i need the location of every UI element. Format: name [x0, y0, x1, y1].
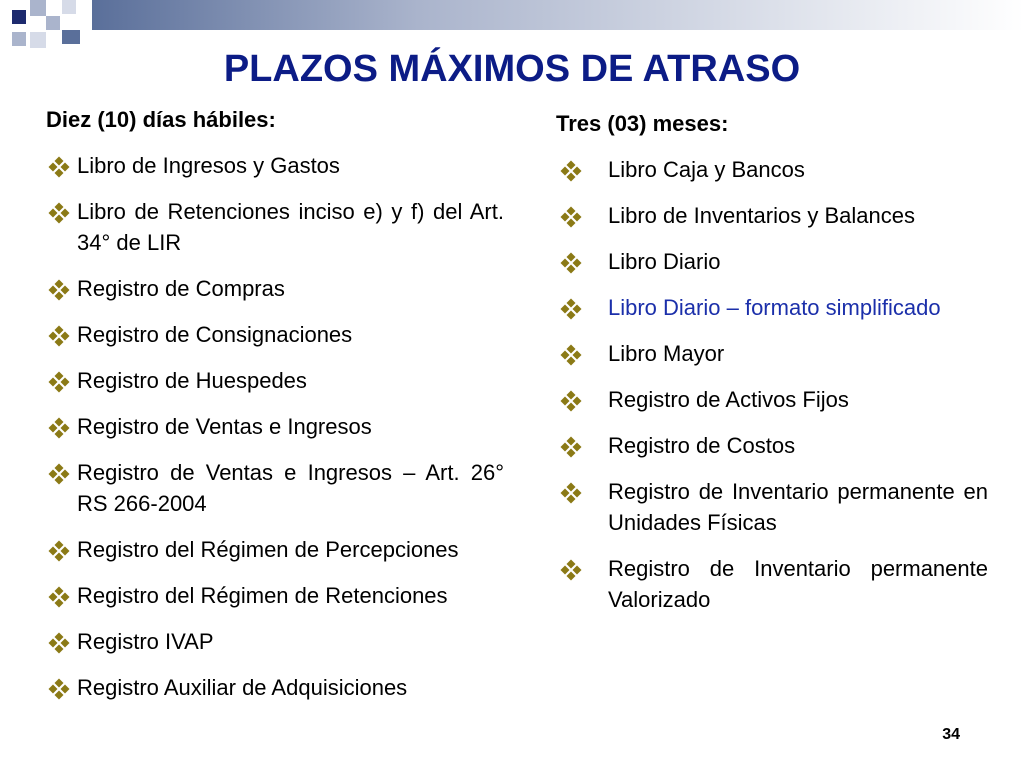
four-diamond-bullet-icon — [48, 278, 70, 309]
left-column — [46, 104, 504, 718]
list-item-text: Registro de Compras — [77, 276, 285, 301]
decor-square — [30, 0, 46, 16]
four-diamond-bullet-icon — [48, 539, 70, 570]
list-item — [46, 150, 504, 181]
list-item — [556, 476, 988, 538]
list-item — [46, 365, 504, 396]
list-item — [46, 457, 504, 519]
four-diamond-bullet-icon — [48, 631, 70, 662]
decor-square — [62, 30, 80, 44]
decor-square — [30, 32, 46, 48]
left-list — [46, 150, 504, 703]
list-item-text: Registro de Costos — [608, 433, 796, 458]
four-diamond-bullet-icon — [48, 585, 70, 616]
list-item — [46, 273, 504, 304]
list-item-text: Libro Diario — [608, 249, 721, 274]
list-item — [556, 384, 988, 415]
list-item-text: Registro de Ventas e Ingresos — [77, 414, 372, 439]
list-item-text: Registro Auxiliar de Adquisiciones — [77, 675, 408, 700]
four-diamond-bullet-icon — [560, 159, 582, 190]
right-list — [556, 154, 988, 615]
four-diamond-bullet-icon — [48, 677, 70, 708]
list-item — [556, 154, 988, 185]
list-item-text: Registro de Consignaciones — [77, 322, 353, 347]
left-heading: Diez (10) días hábiles: — [46, 107, 276, 132]
four-diamond-bullet-icon — [48, 155, 70, 186]
four-diamond-bullet-icon — [560, 251, 582, 282]
list-item — [46, 411, 504, 442]
four-diamond-bullet-icon — [560, 297, 582, 328]
list-item-text: Libro Caja y Bancos — [608, 157, 805, 182]
list-item-text: Libro de Retenciones inciso e) y f) del Art. 34° de LIR — [77, 199, 504, 255]
list-item — [46, 580, 504, 611]
four-diamond-bullet-icon — [560, 205, 582, 236]
list-item — [556, 430, 988, 461]
list-item-text: Registro IVAP — [77, 629, 214, 654]
right-heading: Tres (03) meses: — [556, 111, 729, 136]
four-diamond-bullet-icon — [48, 324, 70, 355]
four-diamond-bullet-icon — [560, 389, 582, 420]
four-diamond-bullet-icon — [48, 462, 70, 493]
list-item — [556, 200, 988, 231]
decor-square — [62, 0, 76, 14]
four-diamond-bullet-icon — [560, 435, 582, 466]
decor-square — [12, 10, 26, 24]
list-item-text: Libro de Ingresos y Gastos — [77, 153, 340, 178]
four-diamond-bullet-icon — [48, 201, 70, 232]
decor-square — [46, 16, 60, 30]
right-column — [556, 108, 988, 630]
list-item — [46, 672, 504, 703]
slide-title: PLAZOS MÁXIMOS DE ATRASO — [223, 48, 801, 90]
four-diamond-bullet-icon — [48, 416, 70, 447]
list-item — [46, 626, 504, 657]
list-item-text: Libro Diario – formato simplificado — [608, 295, 941, 320]
decor-square — [12, 32, 26, 46]
list-item-text: Registro del Régimen de Percepciones — [77, 537, 459, 562]
list-item-text: Registro de Activos Fijos — [608, 387, 849, 412]
list-item-text: Registro del Régimen de Retenciones — [77, 583, 448, 608]
list-item-text: Registro de Huespedes — [77, 368, 307, 393]
four-diamond-bullet-icon — [560, 558, 582, 589]
list-item — [556, 292, 988, 323]
page-number: 34 — [942, 726, 960, 743]
list-item-text: Registro de Inventario permanente Valorizado — [608, 556, 988, 612]
four-diamond-bullet-icon — [48, 370, 70, 401]
list-item — [46, 196, 504, 258]
list-item-text: Libro Mayor — [608, 341, 725, 366]
list-item-text: Registro de Ventas e Ingresos – Art. 26° RS 266-2004 — [77, 460, 504, 516]
list-item-text: Registro de Inventario permanente en Unidades Físicas — [608, 479, 988, 535]
list-item — [46, 534, 504, 565]
list-item — [46, 319, 504, 350]
four-diamond-bullet-icon — [560, 481, 582, 512]
four-diamond-bullet-icon — [560, 343, 582, 374]
list-item-text: Libro de Inventarios y Balances — [608, 203, 915, 228]
list-item — [556, 553, 988, 615]
list-item — [556, 246, 988, 277]
header-decoration-bar — [92, 0, 1024, 30]
list-item — [556, 338, 988, 369]
